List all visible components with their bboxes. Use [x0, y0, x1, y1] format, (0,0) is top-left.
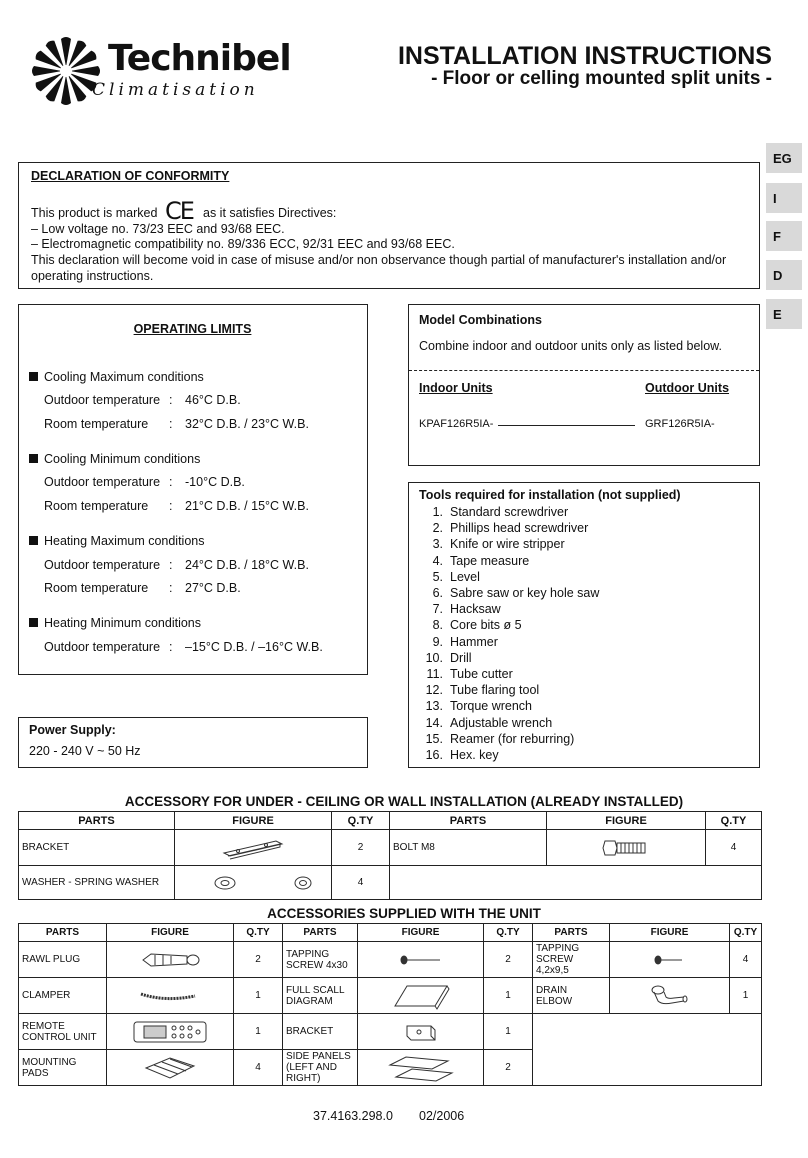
tool-item [419, 505, 568, 519]
limit-colon: : [169, 581, 173, 595]
model-combinations-text: Combine indoor and outdoor units only as listed below. [419, 339, 722, 353]
part-qty: 2 [484, 942, 533, 978]
tool-item [419, 635, 498, 649]
limit-colon: : [169, 640, 173, 654]
limit-group-title: Cooling Maximum conditions [29, 370, 204, 384]
drain-elbow-figure-icon [610, 978, 730, 1014]
tool-number: 14. [425, 715, 443, 730]
document-code: 37.4163.298.0 [313, 1109, 393, 1123]
col-header: FIGURE [358, 924, 484, 942]
part-qty: 1 [234, 978, 283, 1014]
lang-tab-d[interactable]: D [766, 260, 802, 290]
bracket-small-figure-icon [358, 1014, 484, 1050]
tool-item [419, 554, 529, 568]
part-name: RAWL PLUG [19, 942, 107, 978]
declaration-line-1: – Low voltage no. 73/23 EEC and 93/68 EEC. [31, 222, 285, 236]
limit-value: 21°C D.B. / 15°C W.B. [185, 499, 309, 513]
tools-heading: Tools required for installation (not supplied) [419, 488, 681, 502]
limit-value: -10°C D.B. [185, 475, 245, 489]
tool-label: Tube cutter [450, 667, 513, 681]
limit-label: Outdoor temperature [44, 558, 161, 572]
limit-group-title: Heating Maximum conditions [29, 534, 205, 548]
part-qty: 1 [730, 978, 762, 1014]
lang-tab-f[interactable]: F [766, 221, 802, 251]
tool-number: 12. [425, 683, 443, 698]
tool-label: Core bits ø 5 [450, 618, 522, 633]
part-qty: 1 [484, 978, 533, 1014]
tool-item [419, 537, 565, 551]
lang-tab-i[interactable]: I [766, 183, 802, 213]
tool-label: Hex. key [450, 748, 499, 762]
tool-item [419, 716, 552, 730]
col-header: PARTS [283, 924, 358, 942]
tools-box [408, 482, 760, 768]
limit-label: Outdoor temperature [44, 475, 161, 489]
part-name: SIDE PANELS (LEFT AND RIGHT) [283, 1050, 358, 1086]
accessory-installed-title: ACCESSORY FOR UNDER - CEILING OR WALL INSTALLATION (ALREADY INSTALLED) [124, 794, 684, 809]
part-name: BRACKET [283, 1014, 358, 1050]
tool-label: Hammer [450, 634, 498, 649]
tool-number: 11. [426, 667, 443, 681]
accessories-supplied-table [18, 923, 762, 1086]
col-header: PARTS [19, 924, 107, 942]
tool-item [419, 618, 522, 632]
ce-mark-icon: CE [165, 197, 193, 225]
lang-tab-e[interactable]: E [766, 299, 802, 329]
power-supply-box [18, 717, 368, 768]
tool-item [419, 570, 480, 584]
washer-figure-icon [175, 866, 332, 900]
tool-number: 9. [432, 634, 443, 649]
tool-label: Tape measure [450, 553, 530, 568]
limit-label: Room temperature [44, 417, 149, 431]
col-header: FIGURE [547, 812, 706, 830]
limit-value: 46°C D.B. [185, 393, 241, 407]
accessories-supplied-title: ACCESSORIES SUPPLIED WITH THE UNIT [267, 906, 541, 921]
col-header: PARTS [19, 812, 175, 830]
tool-number: 1. [432, 505, 443, 519]
diagram-figure-icon [358, 978, 484, 1014]
limit-value: 27°C D.B. [185, 581, 241, 595]
tool-label: Tube flaring tool [450, 683, 540, 698]
clamper-figure-icon [107, 978, 234, 1014]
tool-label: Hacksaw [450, 602, 501, 617]
part-name: TAPPING SCREW 4,2x9,5 [533, 942, 610, 978]
col-header: Q.TY [234, 924, 283, 942]
limit-group-title: Cooling Minimum conditions [29, 452, 200, 466]
part-name: REMOTE CONTROL UNIT [19, 1014, 107, 1050]
tool-label: Knife or wire stripper [450, 537, 565, 552]
tool-item [419, 602, 501, 616]
page-subtitle: - Floor or celling mounted split units - [431, 68, 772, 89]
col-header: PARTS [533, 924, 610, 942]
tool-label: Sabre saw or key hole saw [450, 586, 600, 600]
part-name: BOLT M8 [390, 830, 547, 866]
tool-item [419, 521, 588, 535]
brand-tagline: Climatisation [92, 80, 259, 100]
operating-limits-box [18, 304, 368, 675]
part-name: TAPPING SCREW 4x30 [283, 942, 358, 978]
declaration-box [18, 162, 760, 289]
part-name: WASHER - SPRING WASHER [19, 866, 175, 900]
indoor-model: KPAF126R5IA- [419, 418, 494, 430]
bracket-figure-icon [175, 830, 332, 866]
tool-label: Phillips head screwdriver [450, 521, 589, 536]
tool-label: Drill [450, 650, 472, 665]
limit-colon: : [169, 393, 173, 407]
limit-colon: : [169, 558, 173, 572]
empty-cell [390, 866, 762, 900]
rawl-plug-figure-icon [107, 942, 234, 978]
tool-item [419, 667, 513, 681]
limit-value: –15°C D.B. / –16°C W.B. [185, 640, 323, 654]
side-panels-figure-icon [358, 1050, 484, 1086]
part-qty: 2 [234, 942, 283, 978]
dashed-divider [409, 370, 759, 371]
tool-label: Level [450, 569, 480, 584]
col-header: Q.TY [706, 812, 762, 830]
col-header: FIGURE [107, 924, 234, 942]
limit-group-title: Heating Minimum conditions [29, 616, 201, 630]
document-date: 02/2006 [419, 1109, 465, 1123]
tool-number: 13. [425, 699, 443, 714]
tool-number: 3. [432, 537, 443, 552]
col-header: Q.TY [484, 924, 533, 942]
bolt-figure-icon [547, 830, 706, 866]
limit-label: Outdoor temperature [44, 393, 161, 407]
part-name: CLAMPER [19, 978, 107, 1014]
limit-label: Room temperature [44, 499, 149, 513]
power-supply-heading: Power Supply: [29, 723, 116, 737]
declaration-marked-prefix: This product is marked [31, 206, 158, 220]
indoor-units-header: Indoor Units [419, 381, 493, 395]
tool-label: Torque wrench [450, 699, 532, 714]
tool-label: Standard screwdriver [450, 505, 569, 519]
tool-number: 5. [432, 569, 443, 584]
tool-item [419, 732, 574, 746]
model-combinations-heading: Model Combinations [419, 313, 542, 327]
outdoor-units-header: Outdoor Units [645, 381, 730, 395]
operating-limits-heading: OPERATING LIMITS [133, 322, 252, 336]
remote-control-figure-icon [107, 1014, 234, 1050]
limit-label: Outdoor temperature [44, 640, 161, 654]
part-name: MOUNTING PADS [19, 1050, 107, 1086]
col-header: Q.TY [332, 812, 390, 830]
tool-number: 4. [432, 553, 443, 568]
tool-number: 2. [432, 521, 443, 536]
col-header: PARTS [390, 812, 547, 830]
power-supply-value: 220 - 240 V ~ 50 Hz [29, 744, 141, 758]
tool-item [419, 699, 532, 713]
col-header: FIGURE [175, 812, 332, 830]
part-qty: 2 [332, 830, 390, 866]
col-header: Q.TY [730, 924, 762, 942]
lang-tab-eg[interactable]: EG [766, 143, 802, 173]
tool-label: Reamer (for reburring) [450, 731, 575, 746]
part-name: DRAIN ELBOW [533, 978, 610, 1014]
tool-number: 6. [432, 586, 443, 600]
limit-colon: : [169, 499, 173, 513]
tool-number: 16. [425, 748, 443, 762]
model-combinations-box [408, 304, 760, 466]
limit-colon: : [169, 417, 173, 431]
part-qty: 1 [234, 1014, 283, 1050]
tool-number: 7. [432, 602, 443, 617]
tool-item [419, 586, 599, 600]
outdoor-model: GRF126R5IA- [645, 418, 715, 430]
part-name: BRACKET [19, 830, 175, 866]
brand-name: Technibel [108, 38, 291, 79]
accessory-installed-table [18, 811, 762, 900]
limit-value: 24°C D.B. / 18°C W.B. [185, 558, 309, 572]
tool-item [419, 651, 472, 665]
part-qty: 4 [332, 866, 390, 900]
connector-line [498, 425, 635, 426]
page-title: INSTALLATION INSTRUCTIONS [397, 42, 772, 70]
limit-colon: : [169, 475, 173, 489]
declaration-heading: DECLARATION OF CONFORMITY [31, 169, 230, 183]
tool-item [419, 683, 539, 697]
tool-number: 15. [425, 731, 443, 746]
tool-number: 8. [432, 618, 443, 633]
part-qty: 4 [730, 942, 762, 978]
mounting-pads-figure-icon [107, 1050, 234, 1086]
declaration-line-3: This declaration will become void in case of misuse and/or non observance though partial of manufacturer's installation and/or operating instructions. [31, 253, 727, 283]
part-qty: 4 [706, 830, 762, 866]
small-screw-figure-icon [610, 942, 730, 978]
declaration-marked-suffix: as it satisfies Directives: [203, 206, 337, 220]
col-header: FIGURE [610, 924, 730, 942]
tool-item [419, 748, 499, 762]
limit-label: Room temperature [44, 581, 149, 595]
part-name: FULL SCALL DIAGRAM [283, 978, 358, 1014]
declaration-line-2: – Electromagnetic compatibility no. 89/336 ECC, 92/31 EEC and 93/68 EEC. [31, 237, 455, 251]
part-qty: 1 [484, 1014, 533, 1050]
part-qty: 2 [484, 1050, 533, 1086]
part-qty: 4 [234, 1050, 283, 1086]
limit-value: 32°C D.B. / 23°C W.B. [185, 417, 309, 431]
empty-cell [533, 1014, 762, 1086]
screw-figure-icon [358, 942, 484, 978]
tool-label: Adjustable wrench [450, 715, 553, 730]
tool-number: 10. [425, 650, 443, 665]
